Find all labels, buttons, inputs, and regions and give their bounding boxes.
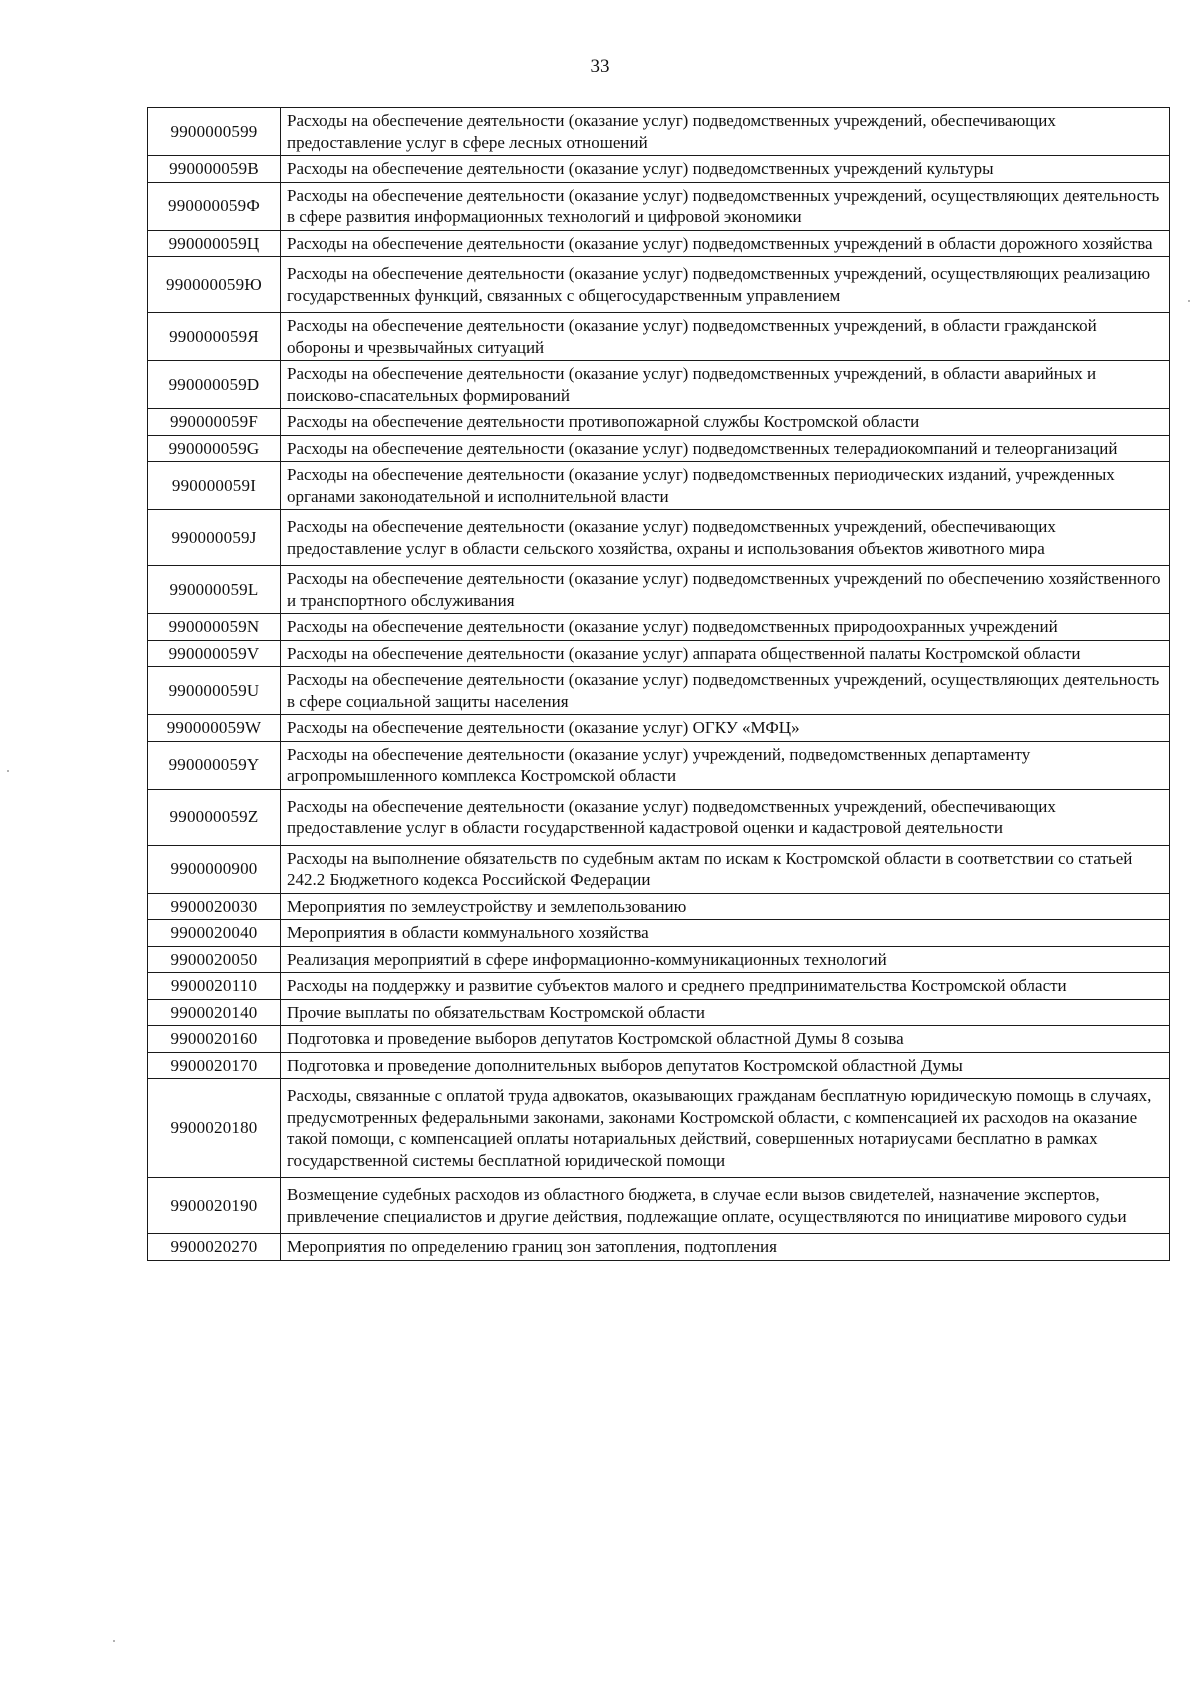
table-row	[148, 789, 1170, 845]
budget-code-cell: 9900020160	[148, 1026, 281, 1053]
table-row	[148, 108, 1170, 156]
table-row	[148, 999, 1170, 1026]
budget-code-cell: 9900020270	[148, 1234, 281, 1261]
expense-description-cell: Возмещение судебных расходов из областного бюджета, в случае если вызов свидетелей, назначение экспертов, привлечение специалистов и другие действия, подлежащие оплате, осуществляются по инициативе мирового судьи	[281, 1178, 1170, 1234]
budget-code-cell: 990000059D	[148, 361, 281, 409]
expense-description-cell: Мероприятия по землеустройству и землепользованию	[281, 893, 1170, 920]
expense-description-cell: Расходы на обеспечение деятельности (оказание услуг) учреждений, подведомственных департаменту агропромышленного комплекса Костромской области	[281, 741, 1170, 789]
expense-description-cell: Расходы на обеспечение деятельности (оказание услуг) подведомственных учреждений, в области гражданской обороны и чрезвычайных ситуаций	[281, 313, 1170, 361]
budget-code-cell: 990000059F	[148, 409, 281, 436]
expense-description-cell: Расходы на обеспечение деятельности (оказание услуг) подведомственных учреждений, в области аварийных и поисково-спасательных формирований	[281, 361, 1170, 409]
expense-description-cell: Подготовка и проведение выборов депутатов Костромской областной Думы 8 созыва	[281, 1026, 1170, 1053]
budget-code-cell: 990000059Ф	[148, 182, 281, 230]
table-row	[148, 156, 1170, 183]
table-row	[148, 409, 1170, 436]
table-row	[148, 715, 1170, 742]
table-row	[148, 640, 1170, 667]
expense-description-cell: Расходы на обеспечение деятельности (оказание услуг) подведомственных учреждений в области дорожного хозяйства	[281, 230, 1170, 257]
expense-description-cell: Расходы на обеспечение деятельности (оказание услуг) подведомственных природоохранных учреждений	[281, 614, 1170, 641]
budget-code-cell: 990000059Я	[148, 313, 281, 361]
table-row	[148, 1026, 1170, 1053]
budget-classification-table	[147, 107, 1170, 1261]
table-row	[148, 614, 1170, 641]
table-row	[148, 435, 1170, 462]
expense-description-cell: Расходы на обеспечение деятельности (оказание услуг) подведомственных периодических изданий, учрежденных органами законодательной и исполнительной власти	[281, 462, 1170, 510]
expense-description-cell: Мероприятия в области коммунального хозяйства	[281, 920, 1170, 947]
budget-code-cell: 9900020030	[148, 893, 281, 920]
expense-description-cell: Расходы на обеспечение деятельности (оказание услуг) подведомственных учреждений культуры	[281, 156, 1170, 183]
budget-code-cell: 990000059Ц	[148, 230, 281, 257]
budget-code-cell: 990000059J	[148, 510, 281, 566]
expense-description-cell: Расходы на обеспечение деятельности (оказание услуг) подведомственных учреждений, обеспечивающих предоставление услуг в сфере лесных отношений	[281, 108, 1170, 156]
table-row	[148, 257, 1170, 313]
budget-code-cell: 990000059Ю	[148, 257, 281, 313]
expense-description-cell: Расходы на поддержку и развитие субъектов малого и среднего предпринимательства Костромской области	[281, 973, 1170, 1000]
expense-description-cell: Расходы на обеспечение деятельности (оказание услуг) ОГКУ «МФЦ»	[281, 715, 1170, 742]
table-row	[148, 313, 1170, 361]
expense-description-cell: Расходы на обеспечение деятельности (оказание услуг) подведомственных учреждений, осуществляющих реализацию государственных функций, связанных с общегосударственным управлением	[281, 257, 1170, 313]
table-row	[148, 510, 1170, 566]
table-row	[148, 973, 1170, 1000]
budget-code-cell: 990000059U	[148, 667, 281, 715]
table-row	[148, 1178, 1170, 1234]
table-row	[148, 1079, 1170, 1178]
expense-description-cell: Расходы на обеспечение деятельности (оказание услуг) подведомственных учреждений, осуществляющих деятельность в сфере развития информационных технологий и цифровой экономики	[281, 182, 1170, 230]
budget-code-cell: 990000059W	[148, 715, 281, 742]
table-row	[148, 893, 1170, 920]
budget-code-cell: 9900020140	[148, 999, 281, 1026]
budget-code-cell: 990000059N	[148, 614, 281, 641]
budget-code-cell: 9900020040	[148, 920, 281, 947]
budget-code-cell: 9900000599	[148, 108, 281, 156]
budget-code-cell: 9900020110	[148, 973, 281, 1000]
budget-code-cell: 9900020170	[148, 1052, 281, 1079]
budget-code-cell: 9900020180	[148, 1079, 281, 1178]
table-row	[148, 920, 1170, 947]
table-row	[148, 1234, 1170, 1261]
table-row	[148, 845, 1170, 893]
budget-code-cell: 9900000900	[148, 845, 281, 893]
scan-speck	[113, 1640, 115, 1642]
expense-description-cell: Расходы на обеспечение деятельности (оказание услуг) аппарата общественной палаты Костромской области	[281, 640, 1170, 667]
expense-description-cell: Расходы на выполнение обязательств по судебным актам по искам к Костромской области в соответствии со статьей 242.2 Бюджетного кодекса Российской Федерации	[281, 845, 1170, 893]
budget-code-cell: 9900020190	[148, 1178, 281, 1234]
table-body	[148, 108, 1170, 1261]
expense-description-cell: Расходы на обеспечение деятельности противопожарной службы Костромской области	[281, 409, 1170, 436]
budget-code-cell: 9900020050	[148, 946, 281, 973]
table-row	[148, 667, 1170, 715]
table-row	[148, 1052, 1170, 1079]
budget-code-cell: 990000059Y	[148, 741, 281, 789]
table-row	[148, 462, 1170, 510]
expense-description-cell: Мероприятия по определению границ зон затопления, подтопления	[281, 1234, 1170, 1261]
table-row	[148, 361, 1170, 409]
scan-speck	[7, 770, 9, 772]
expense-description-cell: Расходы на обеспечение деятельности (оказание услуг) подведомственных телерадиокомпаний и телеорганизаций	[281, 435, 1170, 462]
expense-description-cell: Расходы, связанные с оплатой труда адвокатов, оказывающих гражданам бесплатную юридическую помощь в случаях, предусмотренных федеральными законами, законами Костромской области, с компенсацией их расходов на оказание такой помощи, с компенсацией оплаты нотариальных действий, совершенных нотариусами бесплатно в рамках государственной системы бесплатной юридической помощи	[281, 1079, 1170, 1178]
budget-code-cell: 990000059B	[148, 156, 281, 183]
expense-description-cell: Прочие выплаты по обязательствам Костромской области	[281, 999, 1170, 1026]
expense-description-cell: Расходы на обеспечение деятельности (оказание услуг) подведомственных учреждений, обеспечивающих предоставление услуг в области сельского хозяйства, охраны и использования объектов животного мира	[281, 510, 1170, 566]
expense-description-cell: Расходы на обеспечение деятельности (оказание услуг) подведомственных учреждений, обеспечивающих предоставление услуг в области государственной кадастровой оценки и кадастровой деятельности	[281, 789, 1170, 845]
budget-code-cell: 990000059G	[148, 435, 281, 462]
scan-speck	[1188, 300, 1190, 302]
table-row	[148, 230, 1170, 257]
expense-description-cell: Расходы на обеспечение деятельности (оказание услуг) подведомственных учреждений по обеспечению хозяйственного и транспортного обслуживания	[281, 566, 1170, 614]
budget-code-cell: 990000059Z	[148, 789, 281, 845]
budget-code-cell: 990000059L	[148, 566, 281, 614]
expense-description-cell: Реализация мероприятий в сфере информационно-коммуникационных технологий	[281, 946, 1170, 973]
page-number: 33	[590, 56, 610, 77]
table-row	[148, 566, 1170, 614]
table-row	[148, 741, 1170, 789]
table-row	[148, 182, 1170, 230]
budget-code-cell: 990000059I	[148, 462, 281, 510]
expense-description-cell: Расходы на обеспечение деятельности (оказание услуг) подведомственных учреждений, осуществляющих деятельность в сфере социальной защиты населения	[281, 667, 1170, 715]
expense-description-cell: Подготовка и проведение дополнительных выборов депутатов Костромской областной Думы	[281, 1052, 1170, 1079]
budget-code-cell: 990000059V	[148, 640, 281, 667]
table-row	[148, 946, 1170, 973]
